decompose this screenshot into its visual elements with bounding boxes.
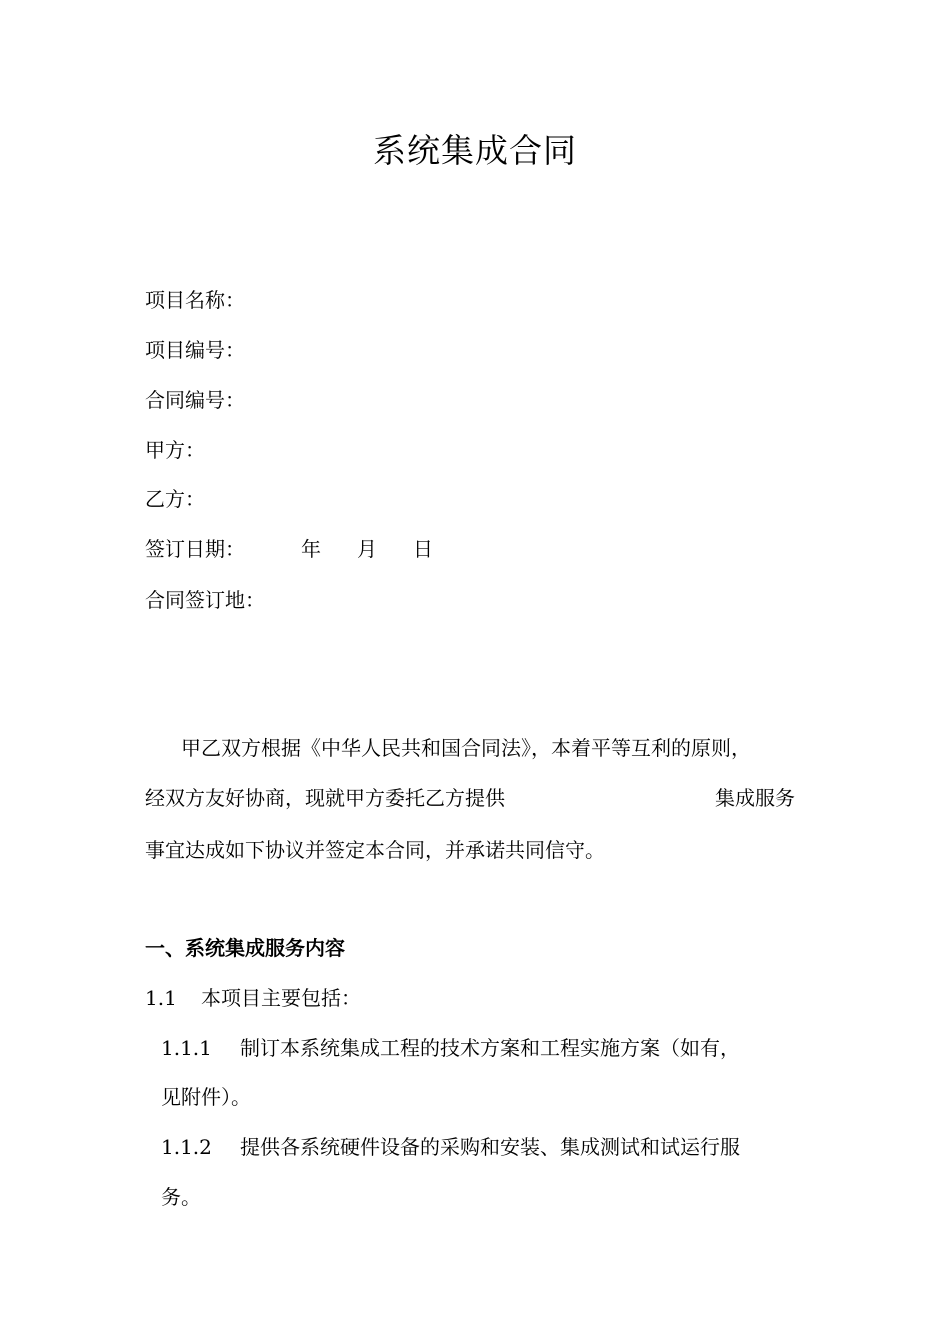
year-label: 年 — [301, 537, 321, 561]
clause-1-1-2-continued: 务。 — [161, 1185, 201, 1209]
sign-place-label: 合同签订地： — [145, 588, 265, 612]
clause-1-1-2-text: 提供各系统硬件设备的采购和安装、集成测试和试运行服 — [240, 1135, 740, 1159]
preamble-line-2-end: 集成服务 — [715, 786, 795, 810]
clause-1-1 — [145, 983, 361, 1013]
clause-1-1-1-text: 制订本系统集成工程的技术方案和工程实施方案（如有， — [240, 1036, 740, 1060]
clause-1-1-2 — [161, 1132, 740, 1162]
party-a-label: 甲方： — [145, 438, 205, 462]
day-label: 日 — [413, 537, 433, 561]
preamble-line-1: 甲乙双方根据《中华人民共和国合同法》，本着平等互利的原则， — [181, 736, 751, 760]
preamble-line-3: 事宜达成如下协议并签定本合同，并承诺共同信守。 — [145, 838, 605, 862]
preamble-line-2 — [145, 783, 835, 813]
clause-1-1-1 — [161, 1033, 740, 1063]
preamble-line-2-start: 经双方友好协商，现就甲方委托乙方提供 — [145, 786, 505, 810]
party-b-label: 乙方： — [145, 487, 205, 511]
clause-1-1-1-continued: 见附件）。 — [161, 1085, 251, 1109]
clause-1-1-text: 本项目主要包括： — [201, 986, 361, 1010]
section-1-heading: 一、系统集成服务内容 — [145, 936, 345, 960]
document-title: 系统集成合同 — [373, 131, 577, 170]
clause-1-1-2-number: 1.1.2 — [161, 1135, 212, 1159]
clause-1-1-number: 1.1 — [145, 986, 177, 1010]
project-no-label: 项目编号： — [145, 338, 245, 362]
sign-date-label: 签订日期： — [145, 537, 245, 561]
contract-no-label: 合同编号： — [145, 388, 245, 412]
sign-date-line — [145, 534, 545, 564]
project-name-label: 项目名称： — [145, 288, 245, 312]
month-label: 月 — [357, 537, 377, 561]
clause-1-1-1-number: 1.1.1 — [161, 1036, 212, 1060]
